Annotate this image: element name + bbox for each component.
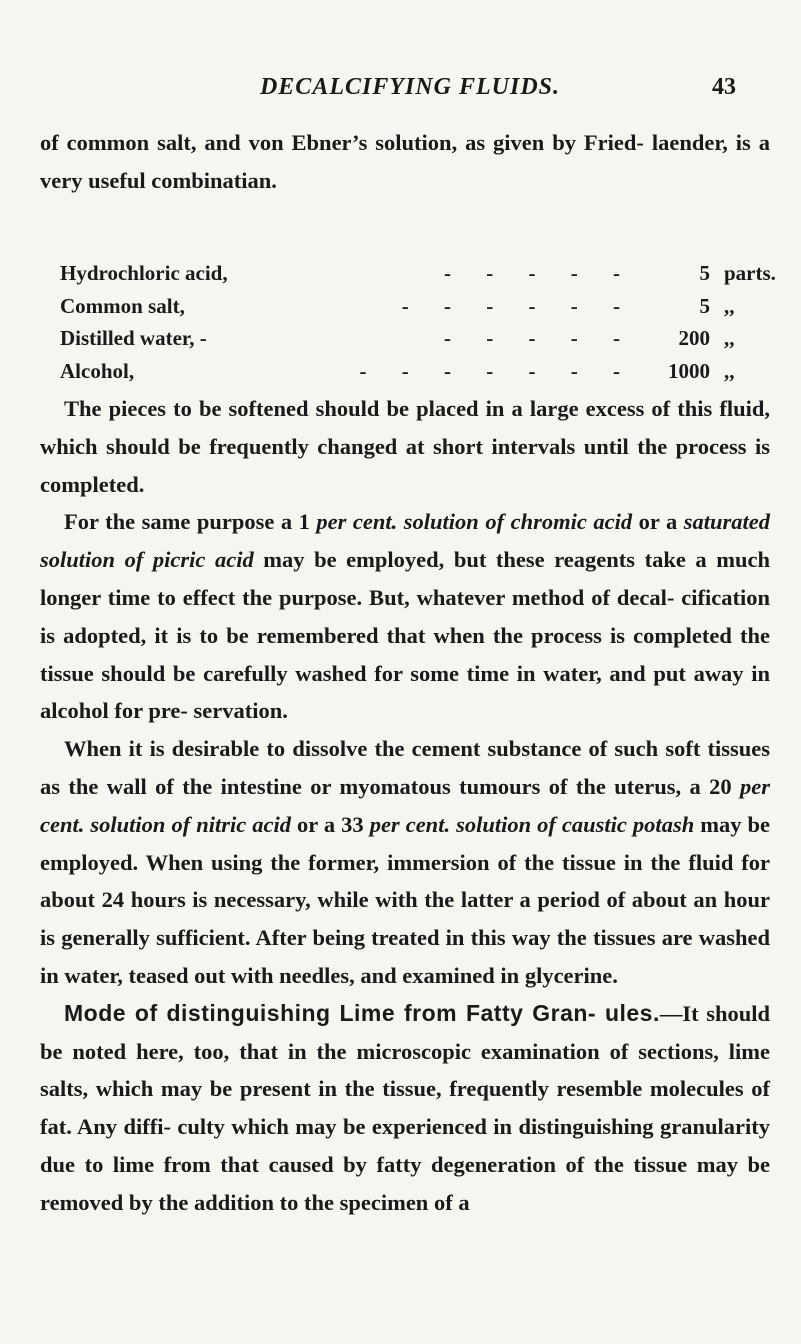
reagent-nitric-acid: per cent. solution of nitric acid — [40, 773, 770, 837]
recipe-row — [60, 290, 760, 323]
running-title: DECALCIFYING FLUIDS. — [259, 74, 561, 100]
paragraph-text: or a 33 — [291, 811, 370, 837]
reagent-chromic-acid: per cent. solution of chromic acid — [316, 509, 633, 535]
recipe-table — [60, 257, 776, 387]
intro-paragraph: of common salt, and von Ebner’s solution, as given by Fried- laender, is a very useful combinatian. — [40, 130, 770, 193]
paragraph-text: For the same purpose a 1 — [64, 509, 317, 535]
paragraph-lime-vs-fat — [40, 995, 770, 1222]
recipe-ingredient: Alcohol, — [60, 358, 135, 383]
recipe-leader-dots: - - - - - — [444, 261, 635, 285]
paragraph-text: or a — [632, 509, 684, 535]
recipe-quantity: 5 — [699, 293, 710, 318]
recipe-ingredient: Hydrochloric acid, — [60, 261, 228, 285]
recipe-row — [60, 355, 760, 388]
reagent-caustic-potash: per cent. solution of caustic potash — [369, 811, 695, 837]
body-text-block — [40, 390, 770, 1222]
recipe-leader-dots: - - - - - — [444, 326, 635, 350]
recipe-unit: parts. — [724, 261, 776, 285]
paragraph-text: may be employed, but these reagents take a much longer time to effect the purpose. But, whatever method of decal- cification is adopted, it is to be remembered that when the process is completed the tissue should be carefully washed for some time in water, and put away in alcohol for pre- servation. — [40, 547, 770, 724]
recipe-quantity: 1000 — [668, 358, 710, 383]
paragraph-softening: The pieces to be softened should be placed in a large excess of this fluid, which should be frequently changed at short intervals until the process is completed. — [40, 396, 770, 497]
paragraph-text: may be employed. When using the former, immersion of the tissue in the fluid for about 24 hours is necessary, while with the latter a period of about an hour is generally sufficient. After being treated in this way the tissues are washed in water, teased out with needles, and examined in glycerine. — [40, 811, 771, 988]
recipe-quantity: 200 — [678, 326, 710, 350]
recipe-unit: ,, — [724, 358, 735, 383]
recipe-quantity: 5 — [699, 261, 710, 285]
intro-text-block — [40, 124, 770, 200]
paragraph-text: —It should be noted here, too, that in the microscopic examination of sections, lime salts, which may be present in the tissue, frequently resemble molecules of fat. Any diffi- culty which may be experienced in distinguishing granularity due to lime from that caused by fatty degeneration of the tissue may be removed by the addition to the specimen of a — [40, 1000, 770, 1215]
recipe-unit: ,, — [724, 326, 735, 350]
paragraph-alternatives — [40, 503, 770, 730]
paragraph-cement-substance — [40, 730, 770, 995]
recipe-row — [60, 322, 760, 355]
recipe-ingredient: Distilled water, - — [60, 326, 207, 350]
section-heading: Mode of distinguishing Lime from Fatty Gran- ules. — [64, 999, 660, 1026]
recipe-unit: ,, — [724, 293, 735, 318]
recipe-leader-dots: - - - - - - — [401, 293, 635, 318]
recipe-leader-dots: - - - - - - - — [359, 358, 635, 383]
recipe-ingredient: Common salt, — [60, 293, 185, 318]
reagent-picric-acid: saturated solution of picric acid — [40, 509, 770, 573]
page-number: 43 — [712, 74, 736, 100]
running-head — [0, 74, 801, 114]
paragraph-text: When it is desirable to dissolve the cement substance of such soft tissues as the wall of the intestine or myomatous tumours of the uterus, a 20 — [40, 736, 770, 799]
recipe-row — [60, 257, 776, 290]
